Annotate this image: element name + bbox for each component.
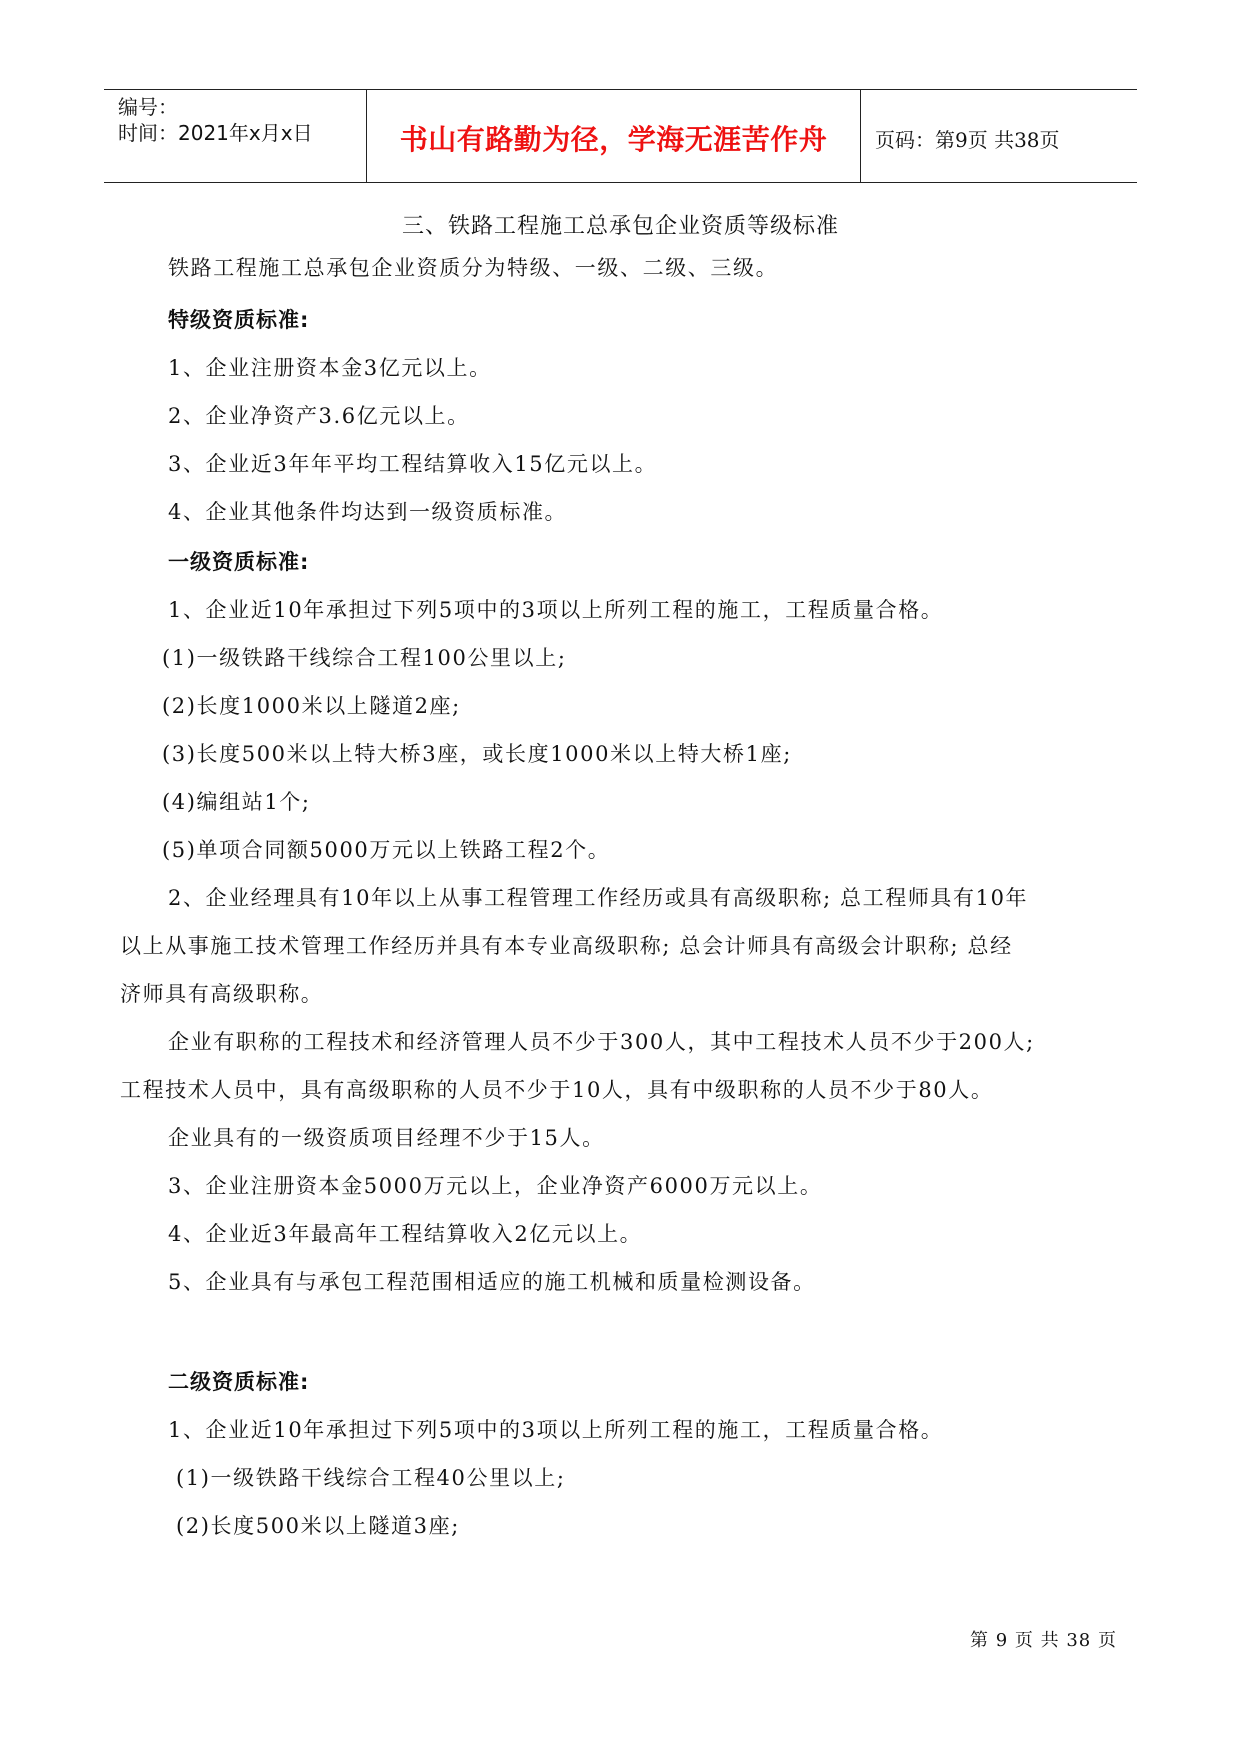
section-heading: 二级资质标准:	[168, 1370, 310, 1394]
body-line: 4、企业近3年最高年工程结算收入2亿元以上。	[168, 1222, 643, 1246]
header-motto-cell	[367, 90, 861, 182]
body-line: 工程技术人员中，具有高级职称的人员不少于10人，具有中级职称的人员不少于80人。	[120, 1078, 994, 1102]
body-line: (2)长度1000米以上隧道2座;	[162, 694, 461, 718]
body-line: 企业具有的一级资质项目经理不少于15人。	[168, 1126, 605, 1150]
body-line: 3、企业注册资本金5000万元以上，企业净资产6000万元以上。	[168, 1174, 823, 1198]
body-line: (2)长度500米以上隧道3座;	[176, 1514, 460, 1538]
body-line: 铁路工程施工总承包企业资质分为特级、一级、二级、三级。	[168, 256, 779, 280]
body-line: (1)一级铁路干线综合工程100公里以上;	[162, 646, 567, 670]
body-line: 济师具有高级职称。	[120, 982, 324, 1006]
body-line: 1、企业近10年承担过下列5项中的3项以上所列工程的施工，工程质量合格。	[168, 598, 944, 622]
body-line: (3)长度500米以上特大桥3座，或长度1000米以上特大桥1座;	[162, 742, 792, 766]
header-meta-cell	[104, 90, 367, 182]
document-title: 三、铁路工程施工总承包企业资质等级标准	[401, 214, 839, 239]
body-line: 4、企业其他条件均达到一级资质标准。	[168, 500, 568, 524]
section-heading: 特级资质标准:	[168, 308, 310, 332]
body-line: 企业有职称的工程技术和经济管理人员不少于300人，其中工程技术人员不少于200人;	[168, 1030, 1035, 1054]
body-line: 以上从事施工技术管理工作经历并具有本专业高级职称; 总会计师具有高级会计职称; 总经	[120, 934, 1013, 958]
body-line: 2、企业净资产3.6亿元以上。	[168, 404, 470, 428]
body-line: (1)一级铁路干线综合工程40公里以上;	[176, 1466, 566, 1490]
body-line: 1、企业注册资本金3亿元以上。	[168, 356, 492, 380]
number-label: 编号：	[118, 95, 178, 119]
body-line: 5、企业具有与承包工程范围相适应的施工机械和质量检测设备。	[168, 1270, 816, 1294]
motto-text: 书山有路勤为径，学海无涯苦作舟	[399, 123, 828, 156]
time-label: 时间：2021年x月x日	[118, 121, 313, 145]
body-line: 1、企业近10年承担过下列5项中的3项以上所列工程的施工，工程质量合格。	[168, 1418, 944, 1442]
page-header	[104, 89, 1137, 183]
body-line: 3、企业近3年年平均工程结算收入15亿元以上。	[168, 452, 658, 476]
body-line: (4)编组站1个;	[162, 790, 311, 814]
section-heading: 一级资质标准:	[168, 550, 310, 574]
page-footer: 第 9 页 共 38 页	[970, 1630, 1117, 1651]
header-page-cell	[861, 90, 1137, 182]
body-line: 2、企业经理具有10年以上从事工程管理工作经历或具有高级职称; 总工程师具有10年	[168, 886, 1029, 910]
header-page-info: 页码：第9页 共38页	[875, 128, 1060, 152]
body-line: (5)单项合同额5000万元以上铁路工程2个。	[162, 838, 611, 862]
